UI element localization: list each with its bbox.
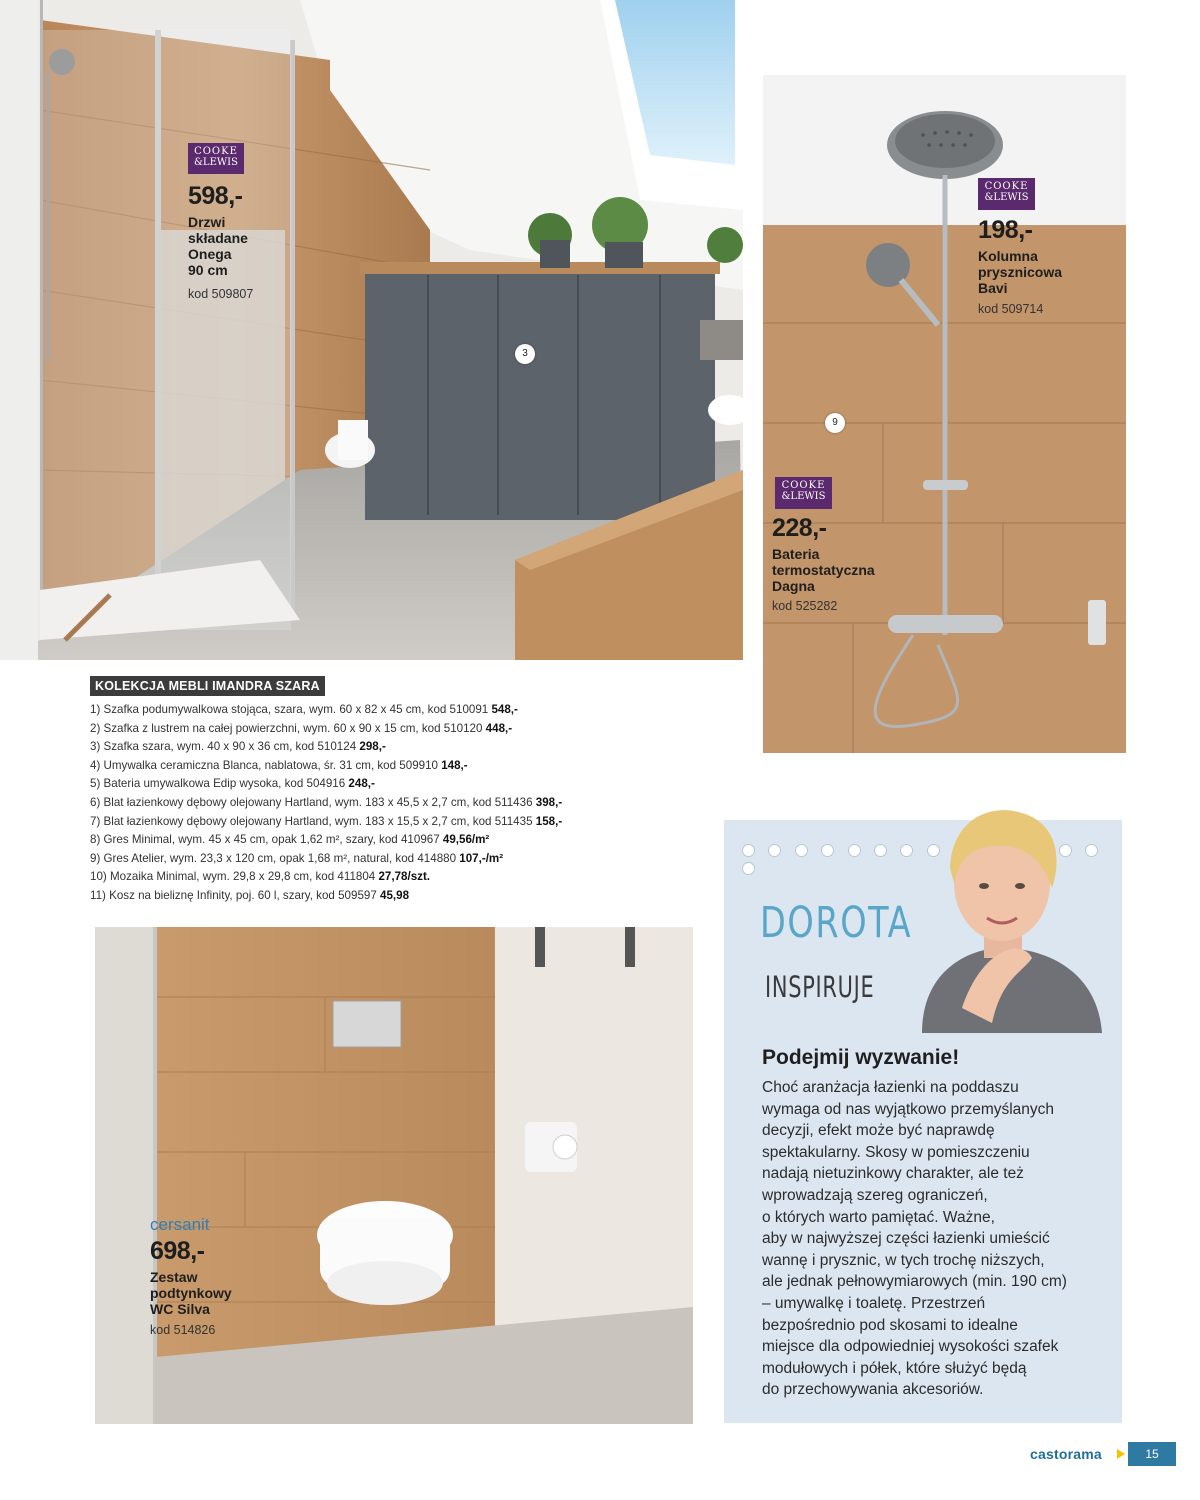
product-name-line: WC Silva: [150, 1301, 210, 1317]
shower-illustration: [763, 75, 1126, 753]
body-line: aby w najwyższej części łazienki umieścić: [762, 1230, 1050, 1248]
item-text: 7) Blat łazienkowy dębowy olejowany Hartland, wym. 183 x 15,5 x 2,7 cm, kod 511435: [90, 814, 536, 828]
product-name-line: Dagna: [772, 578, 815, 594]
body-line: o których warto pamiętać. Ważne,: [762, 1208, 995, 1226]
product-name-line: termostatyczna: [772, 562, 875, 578]
product-name-line: 90 cm: [188, 262, 228, 278]
castorama-logo[interactable]: castorama: [1030, 1446, 1102, 1462]
hotspot-marker[interactable]: 3: [515, 344, 535, 364]
author-portrait: [892, 798, 1112, 1033]
column-price: 198,-: [978, 216, 1033, 244]
body-line: decyzji, efekt może być naprawdę: [762, 1122, 995, 1140]
wc-product-name: [150, 1269, 232, 1317]
list-item: [90, 757, 740, 776]
collection-items: [90, 701, 740, 906]
hotspot-marker[interactable]: 9: [825, 413, 845, 433]
list-item: [90, 868, 740, 887]
list-item: [90, 720, 740, 739]
wc-code: kod 514826: [150, 1323, 216, 1337]
item-price: 448,-: [485, 721, 513, 735]
item-text: 4) Umywalka ceramiczna Blanca, nablatowa, śr. 31 cm, kod 509910: [90, 758, 442, 772]
body-line: wprowadzają szereg ograniczeń,: [762, 1186, 988, 1204]
brand-name: &LEWIS: [781, 491, 826, 502]
door-price: 598,-: [188, 182, 243, 210]
list-item: [90, 850, 740, 869]
door-product-name: [188, 214, 248, 278]
brand-badge-door: [188, 143, 244, 174]
thermostat-code: kod 525282: [772, 599, 838, 613]
brand-badge-thermostat: [775, 477, 832, 509]
card-subtitle: INSPIRUJE: [765, 970, 875, 1004]
wc-illustration: [95, 927, 693, 1424]
product-name-line: Zestaw: [150, 1269, 198, 1285]
item-price: 158,-: [535, 814, 563, 828]
item-text: 10) Mozaika Minimal, wym. 29,8 x 29,8 cm, kod 411804: [90, 870, 379, 884]
collection-title: KOLEKCJA MEBLI IMANDRA SZARA: [90, 676, 325, 696]
list-item: [90, 794, 740, 813]
product-name-line: składane: [188, 230, 248, 246]
wc-photo: [95, 927, 693, 1424]
item-price: 107,-/m²: [459, 851, 504, 865]
brand-name: &LEWIS: [194, 157, 238, 168]
item-price: 148,-: [441, 758, 468, 772]
body-line: modułowych i półek, które służyć będą: [762, 1359, 1027, 1377]
item-price: 398,-: [535, 795, 563, 809]
item-text: 9) Gres Atelier, wym. 23,3 x 120 cm, opak 1,68 m², natural, kod 414880: [90, 851, 460, 865]
body-line: do przechowywania akcesoriów.: [762, 1381, 984, 1399]
list-item: [90, 887, 740, 906]
item-price: 548,-: [491, 703, 518, 716]
card-body: [762, 1077, 1102, 1401]
body-line: miejsce dla odpowiedniej wysokości szafek: [762, 1338, 1059, 1356]
shower-photo: [763, 75, 1126, 753]
body-line: wannę i prysznic, w tych trochę niższych,: [762, 1251, 1045, 1269]
product-name-line: prysznicowa: [978, 264, 1063, 280]
thermostat-product-name: [772, 546, 875, 594]
body-line: – umywalkę i toaletę. Przestrzeń: [762, 1294, 986, 1312]
logo-arrow-icon: [1117, 1449, 1125, 1459]
column-product-name: [978, 248, 1062, 296]
product-name-line: Onega: [188, 246, 232, 262]
product-name-line: podtynkowy: [150, 1285, 232, 1301]
item-price: 248,-: [348, 777, 375, 791]
item-price: 45,98: [380, 888, 410, 902]
item-price: 298,-: [359, 740, 386, 754]
item-text: 11) Kosz na bieliznę Infinity, poj. 60 l, szary, kod 509597: [90, 888, 381, 902]
item-text: 2) Szafka z lustrem na całej powierzchni, wym. 60 x 90 x 15 cm, kod 510120: [90, 721, 486, 735]
item-text: 8) Gres Minimal, wym. 45 x 45 cm, opak 1,62 m², szary, kod 410967: [90, 833, 443, 847]
brand-badge-column: [978, 178, 1035, 210]
collection-list: [90, 676, 740, 906]
item-text: 6) Blat łazienkowy dębowy olejowany Hartland, wym. 183 x 45,5 x 2,7 cm, kod 511436: [90, 795, 536, 809]
brand-name: COOKE: [194, 146, 238, 157]
brand-name: COOKE: [781, 480, 826, 491]
item-price: 49,56/m²: [442, 833, 490, 847]
item-text: 5) Bateria umywalkowa Edip wysoka, kod 504916: [90, 777, 349, 791]
item-text: 3) Szafka szara, wym. 40 x 90 x 36 cm, kod 510124: [90, 740, 360, 754]
bathroom-photo: [0, 0, 743, 660]
list-item: [90, 831, 740, 850]
door-code: kod 509807: [188, 287, 254, 301]
body-line: nadają nietuzinkowy charakter, ale też: [762, 1165, 1024, 1183]
product-name-line: Bateria: [772, 546, 820, 562]
list-item: [90, 775, 740, 794]
wc-price: 698,-: [150, 1237, 205, 1265]
body-line: spektakularny. Skosy w pomieszczeniu: [762, 1143, 1030, 1161]
column-code: kod 509714: [978, 302, 1044, 316]
card-title: DOROTA: [760, 898, 913, 948]
list-item: [90, 813, 740, 832]
item-text: 1) Szafka podumywalkowa stojąca, szara, wym. 60 x 82 x 45 cm, kod 510091: [90, 703, 492, 716]
bathroom-illustration: [0, 0, 743, 660]
page-number: 15: [1128, 1442, 1176, 1466]
card-heading: Podejmij wyzwanie!: [762, 1046, 960, 1069]
product-name-line: Bavi: [978, 280, 1008, 296]
body-line: ale jednak pełnowymiarowych (min. 190 cm): [762, 1273, 1067, 1291]
body-line: wymaga od nas wyjątkowo przemyślanych: [762, 1100, 1055, 1118]
item-price: 27,78/szt.: [378, 870, 431, 884]
list-item: [90, 701, 740, 720]
brand-name: &LEWIS: [984, 192, 1029, 203]
body-line: Choć aranżacja łazienki na poddaszu: [762, 1079, 1019, 1096]
thermostat-price: 228,-: [772, 514, 827, 542]
body-line: bezpośrednio pod skosami to idealne: [762, 1316, 1018, 1334]
list-item: [90, 738, 740, 757]
brand-name: COOKE: [984, 181, 1029, 192]
product-name-line: Kolumna: [978, 248, 1038, 264]
brand-logo-cersanit: cersanit: [150, 1215, 210, 1234]
product-name-line: Drzwi: [188, 214, 226, 230]
